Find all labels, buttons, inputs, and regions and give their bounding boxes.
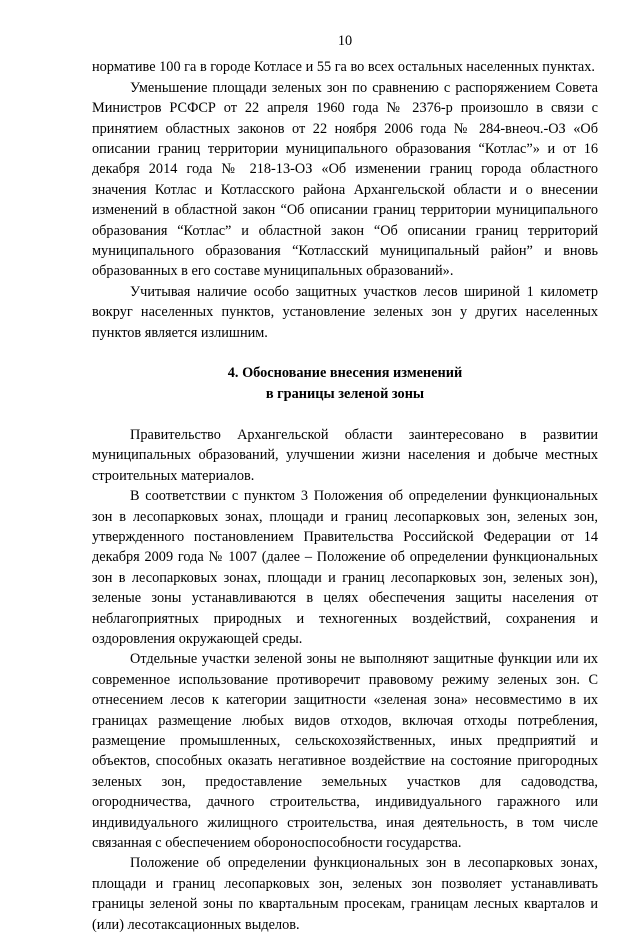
section-heading <box>92 363 598 404</box>
paragraph-standard-continuation: нормативе 100 га в городе Котласе и 55 га во всех остальных населенных пунктах. <box>92 59 595 76</box>
paragraph-government-interest: Правительство Архангельской области заинтересовано в развитии муниципальных образований, улучшении жизни населения и добыче местных строительных материалов. <box>92 426 598 484</box>
paragraph-green-zone-reduction: Уменьшение площади зеленых зон по сравнению с распоряжением Совета Министров РСФСР от 22 апреля 1960 года № 2376-р произошло в связи с принятием областных законов от 22 ноября 2006 года № 284-внеоч.-ОЗ «Об описании границ территории муниципального образования “Котлас”» и от 16 декабря 2014 года № 218-13-ОЗ «Об изменении границ города областного значения Котлас и Котласского района Архангельской области и о внесении изменений в областной закон “Об описании границ территории муниципального образования “Котлас” и областной закон “Об описании границ территорий муниципального образования “Котласский муниципальный район” и вновь образованных в его составе муниципальных образований». <box>92 79 598 280</box>
section-heading-line-1: 4. Обоснование внесения изменений <box>227 365 463 382</box>
paragraph-regulation-purpose: В соответствии с пунктом 3 Положения об определении функциональных зон в лесопарковых зонах, площади и границ лесопарковых зон, зеленых зон, утвержденного постановлением Правительства Российской Федерации от 14 декабря 2009 года № 1007 (далее – Положение об определении функциональных зон в лесопарковых зонах, площади и границ лесопарковых зон, зеленых зон), зеленые зоны устанавливаются в целях обеспечения защиты населения от неблагоприятных природных и техногенных воздействий, сохранения и оздоровления окружающей среды. <box>92 488 598 647</box>
paragraph-boundary-establishment: Положение об определении функциональных зон в лесопарковых зонах, площади и границ лесопарковых зон, зеленых зон позволяет устанавливать границы зеленой зоны по квартальным просекам, границам лесных кварталов и (или) лесотаксационных выделов. <box>92 855 598 933</box>
paragraph-protective-forest-strips: Учитывая наличие особо защитных участков лесов шириной 1 километр вокруг населенных пунктов, установление зеленых зон у других населенных пунктов является излишним. <box>92 283 598 341</box>
page-number: 10 <box>337 33 353 49</box>
paragraph-incompatible-uses: Отдельные участки зеленой зоны не выполняют защитные функции или их современное использование противоречит правовому режиму зеленых зон. С отнесением лесов к категории защитности «зеленая зона» несовместимо в их границах размещение любых видов отходов, включая отходы потребления, размещение промышленных, сельскохозяйственных, иных предприятий и объектов, способных оказать негативное воздействие на состояние пригородных зеленых зон, предоставление земельных участков для садоводства, огородничества, дачного строительства, индивидуального гаражного или индивидуального жилищного строительства, иная деятельность, в том числе связанная с обеспечением обороноспособности государства. <box>92 651 598 852</box>
section-heading-line-2: в границы зеленой зоны <box>265 385 425 402</box>
